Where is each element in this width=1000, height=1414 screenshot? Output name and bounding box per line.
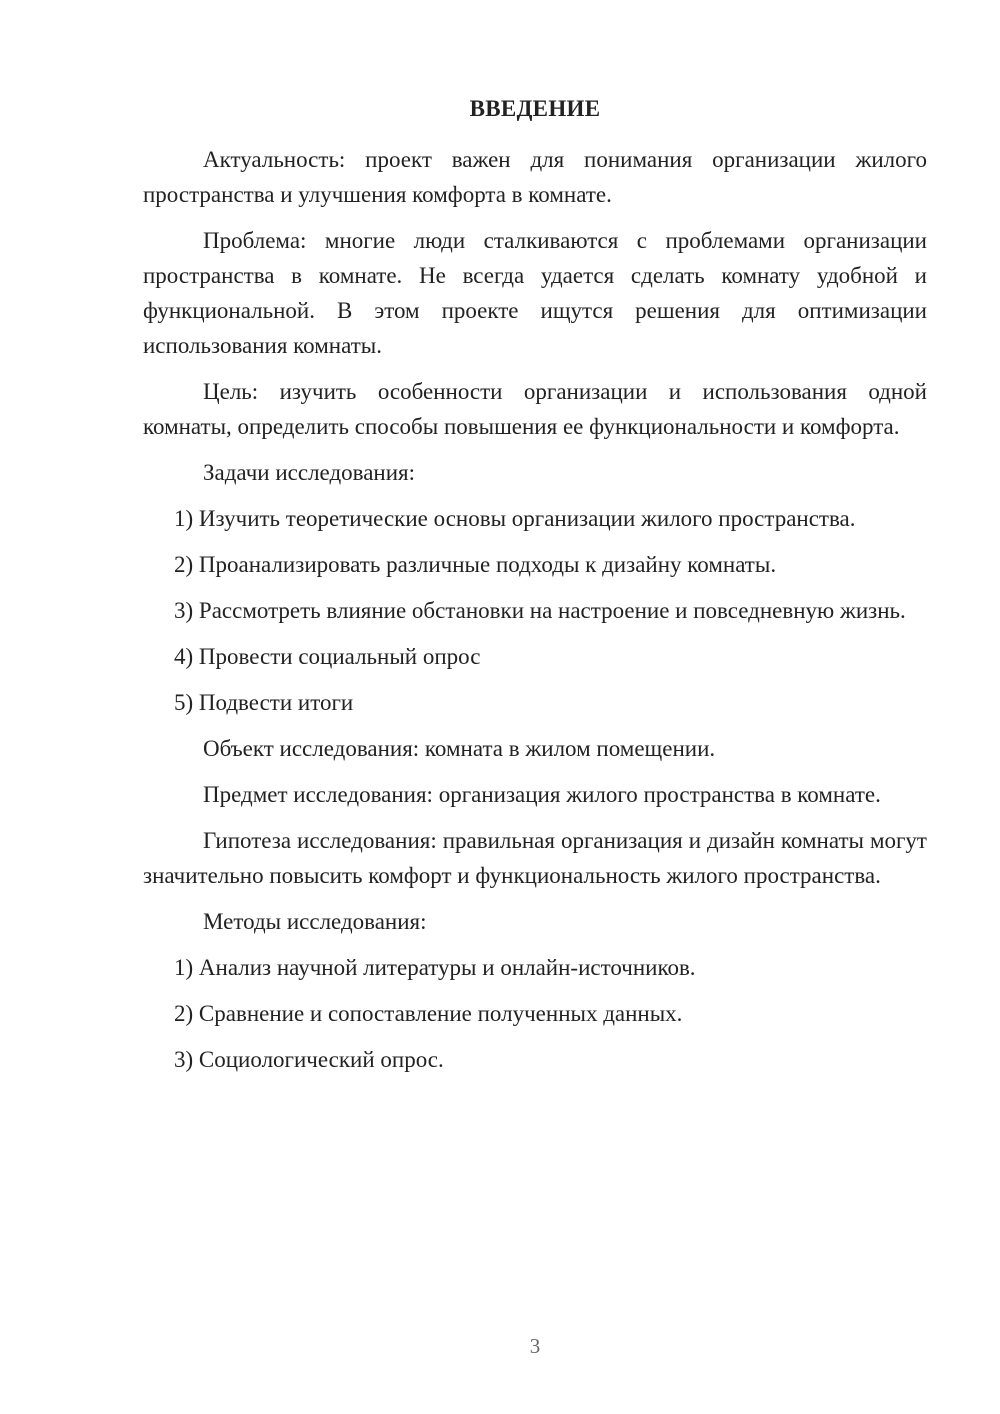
paragraph-tasks-heading: Задачи исследования: xyxy=(203,460,416,485)
paragraph-relevance: Актуальность: проект важен для понимания организации жилого пространства и улучшения комфорта в комнате. xyxy=(143,147,927,207)
list-item-task-3: 3) Рассмотреть влияние обстановки на настроение и повседневную жизнь. xyxy=(174,598,906,623)
paragraph-problem: Проблема: многие люди сталкиваются с проблемами организации пространства в комнате. Не всегда удается сделать комнату удобной и функциональной. В этом проекте ищутся решения для оптимизации использования комнаты. xyxy=(143,228,927,358)
list-item-method-2: 2) Сравнение и сопоставление полученных данных. xyxy=(174,1001,683,1026)
list-item-task-2: 2) Проанализировать различные подходы к дизайну комнаты. xyxy=(174,552,777,577)
paragraph-subject: Предмет исследования: организация жилого пространства в комнате. xyxy=(203,782,881,807)
list-item-method-3: 3) Социологический опрос. xyxy=(174,1047,444,1072)
paragraph-object: Объект исследования: комната в жилом помещении. xyxy=(203,736,716,761)
document-body xyxy=(143,142,927,1088)
list-item-method-1: 1) Анализ научной литературы и онлайн-источников. xyxy=(174,955,696,980)
list-item-task-5: 5) Подвести итоги xyxy=(174,690,354,715)
paragraph-methods-heading: Методы исследования: xyxy=(203,909,427,934)
paragraph-goal: Цель: изучить особенности организации и использования одной комнаты, определить способы повышения ее функциональности и комфорта. xyxy=(143,379,927,439)
page-title: ВВЕДЕНИЕ xyxy=(469,96,601,121)
paragraph-hypothesis: Гипотеза исследования: правильная организация и дизайн комнаты могут значительно повысить комфорт и функциональность жилого пространства. xyxy=(143,828,927,888)
list-item-task-1: 1) Изучить теоретические основы организации жилого пространства. xyxy=(174,506,856,531)
list-item-task-4: 4) Провести социальный опрос xyxy=(174,644,481,669)
page-number: 3 xyxy=(529,1334,541,1358)
